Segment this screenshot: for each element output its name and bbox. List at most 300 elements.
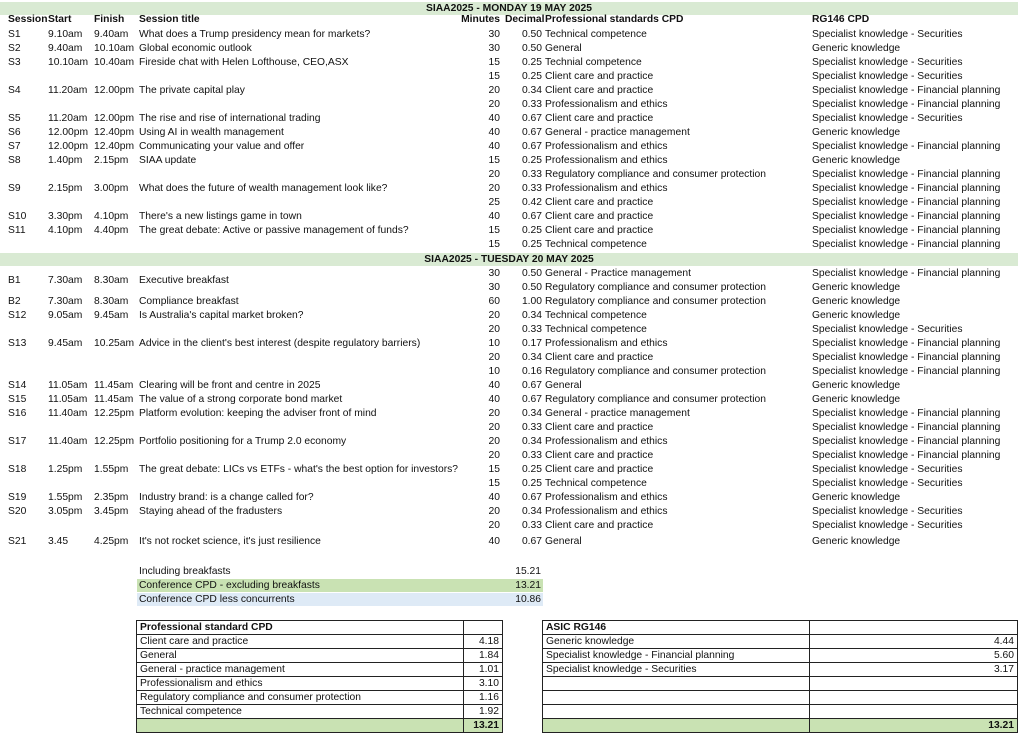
minutes: 20: [488, 506, 500, 517]
rg146-category: Generic knowledge: [812, 536, 901, 547]
summary-row: [543, 705, 1018, 719]
summary-header-row: [543, 621, 1018, 635]
cpd-category: Professionalism and ethics: [545, 155, 668, 166]
session-title: Communicating your value and offer: [139, 141, 305, 152]
header-rg146: RG146 CPD: [812, 14, 870, 25]
start-time: 10.10am: [48, 57, 89, 68]
minutes: 40: [488, 141, 500, 152]
table-row: [0, 323, 1024, 337]
table-row: [0, 224, 1024, 238]
table-row: [0, 309, 1024, 323]
summary-label: Generic knowledge: [543, 635, 810, 649]
rg146-category: Specialist knowledge - Securities: [812, 506, 963, 517]
rg146-category: Specialist knowledge - Financial planning: [812, 211, 1001, 222]
rg146-category: Generic knowledge: [812, 394, 901, 405]
start-time: 2.15pm: [48, 183, 83, 194]
finish-time: 12.25pm: [94, 436, 135, 447]
summary-total-value: 13.21: [810, 719, 1018, 733]
decimal: 0.67: [521, 394, 542, 405]
table-row: [0, 56, 1024, 70]
finish-time: 4.40pm: [94, 225, 129, 236]
cpd-category: Technical competence: [545, 29, 647, 40]
cpd-category: Client care and practice: [545, 450, 654, 461]
minutes: 10: [488, 366, 500, 377]
table-row: [0, 505, 1024, 519]
day2-banner: SIAA2025 - TUESDAY 20 MAY 2025: [0, 253, 1018, 266]
cpd-category: Professionalism and ethics: [545, 506, 668, 517]
cpd-category: Professionalism and ethics: [545, 338, 668, 349]
finish-time: 12.00pm: [94, 85, 135, 96]
decimal: 0.34: [521, 506, 542, 517]
decimal: 0.25: [521, 478, 542, 489]
start-time: 7.30am: [48, 296, 83, 307]
minutes: 20: [488, 324, 500, 335]
cpd-category: Professionalism and ethics: [545, 183, 668, 194]
session-title: What does a Trump presidency mean for markets?: [139, 29, 371, 40]
summary-row: [137, 663, 503, 677]
decimal: 0.25: [521, 225, 542, 236]
start-time: 1.40pm: [48, 155, 83, 166]
finish-time: 9.40am: [94, 29, 129, 40]
cpd-category: General - practice management: [545, 127, 690, 138]
decimal: 0.33: [521, 183, 542, 194]
table-row: [0, 70, 1024, 84]
cpd-category: Regulatory compliance and consumer protection: [545, 282, 766, 293]
cpd-category: Client care and practice: [545, 422, 654, 433]
session-title: The rise and rise of international trading: [139, 113, 321, 124]
cpd-category: Technical competence: [545, 239, 647, 250]
session-id: S11: [8, 225, 26, 236]
rg146-category: Specialist knowledge - Securities: [812, 324, 963, 335]
table-row: [0, 535, 1024, 549]
table-row: [0, 42, 1024, 56]
minutes: 40: [488, 536, 500, 547]
decimal: 0.67: [521, 211, 542, 222]
summary-label: [543, 677, 810, 691]
rg146-category: Specialist knowledge - Financial planning: [812, 338, 1001, 349]
finish-time: 4.10pm: [94, 211, 129, 222]
summary-label: General - practice management: [137, 663, 464, 677]
rg146-category: Specialist knowledge - Financial planning: [812, 450, 1001, 461]
decimal: 0.25: [521, 239, 542, 250]
table-row: [0, 351, 1024, 365]
minutes: 15: [488, 478, 500, 489]
session-title: The great debate: Active or passive management of funds?: [139, 225, 409, 236]
session-id: S5: [8, 113, 21, 124]
rg146-category: Generic knowledge: [812, 127, 901, 138]
table-row: [0, 126, 1024, 140]
summary-value: 1.01: [464, 663, 503, 677]
minutes: 40: [488, 394, 500, 405]
summary-header: Professional standard CPD: [137, 621, 464, 635]
summary-label: Regulatory compliance and consumer protection: [137, 691, 464, 705]
summary-header-row: [137, 621, 503, 635]
cpd-category: Client care and practice: [545, 211, 654, 222]
summary-label: Professionalism and ethics: [137, 677, 464, 691]
cpd-category: Client care and practice: [545, 197, 654, 208]
summary-header: ASIC RG146: [543, 621, 810, 635]
rg146-category: Specialist knowledge - Financial planning: [812, 141, 1001, 152]
session-title: Compliance breakfast: [139, 296, 239, 307]
session-title: Clearing will be front and centre in 2025: [139, 380, 321, 391]
start-time: 11.40am: [48, 436, 88, 447]
decimal: 0.50: [521, 43, 542, 54]
table-row: [0, 28, 1024, 42]
table-row: [0, 274, 450, 288]
rg146-category: Specialist knowledge - Securities: [812, 464, 963, 475]
finish-time: 8.30am: [94, 296, 129, 307]
session-title: Portfolio positioning for a Trump 2.0 economy: [139, 436, 347, 447]
decimal: 0.67: [521, 113, 542, 124]
table-row: [0, 168, 1024, 182]
summary-value: 3.10: [464, 677, 503, 691]
cpd-category: Professionalism and ethics: [545, 492, 668, 503]
table-row: [0, 519, 1024, 533]
minutes: 20: [488, 310, 500, 321]
decimal: 1.00: [521, 296, 542, 307]
decimal: 0.33: [521, 99, 542, 110]
summary-row: [543, 691, 1018, 705]
session-title: Global economic outlook: [139, 43, 252, 54]
minutes: 60: [488, 296, 500, 307]
session-title: The value of a strong corporate bond market: [139, 394, 343, 405]
decimal: 0.50: [521, 268, 542, 279]
table-row: [0, 98, 1024, 112]
session-id: S15: [8, 394, 27, 405]
start-time: 4.10pm: [48, 225, 83, 236]
table-row: [0, 154, 1024, 168]
table-row: [0, 365, 1024, 379]
finish-time: 3.45pm: [94, 506, 129, 517]
summary-label: Specialist knowledge - Financial planning: [543, 649, 810, 663]
finish-time: 2.35pm: [94, 492, 129, 503]
finish-time: 3.00pm: [94, 183, 129, 194]
rg146-category: Specialist knowledge - Securities: [812, 113, 963, 124]
minutes: 15: [488, 239, 500, 250]
session-id: S14: [8, 380, 27, 391]
minutes: 40: [488, 113, 500, 124]
rg146-category: Specialist knowledge - Securities: [812, 57, 963, 68]
decimal: 0.67: [521, 536, 542, 547]
summary-row: [543, 663, 1018, 677]
decimal: 0.34: [521, 352, 542, 363]
minutes: 20: [488, 520, 500, 531]
total-excluding-breakfasts: [137, 579, 543, 592]
table-row: [0, 435, 1024, 449]
start-time: 9.40am: [48, 43, 83, 54]
summary-header-value: [810, 621, 1018, 635]
summary-value: 3.17: [810, 663, 1018, 677]
decimal: 0.50: [521, 282, 542, 293]
cpd-category: General - Practice management: [545, 268, 691, 279]
header-finish: Finish: [94, 14, 125, 25]
decimal: 0.33: [521, 422, 542, 433]
start-time: 3.30pm: [48, 211, 83, 222]
minutes: 20: [488, 183, 500, 194]
table-row: [0, 112, 1024, 126]
rg146-category: Generic knowledge: [812, 155, 901, 166]
finish-time: 4.25pm: [94, 536, 129, 547]
decimal: 0.25: [521, 57, 542, 68]
table-row: [0, 463, 1024, 477]
start-time: 3.05pm: [48, 506, 83, 517]
summary-total-value: 13.21: [464, 719, 503, 733]
summary-label: Specialist knowledge - Securities: [543, 663, 810, 677]
header-start: Start: [48, 14, 72, 25]
finish-time: 10.10am: [94, 43, 135, 54]
minutes: 15: [488, 155, 500, 166]
header-title: Session title: [139, 14, 200, 25]
cpd-category: Client care and practice: [545, 225, 654, 236]
cpd-category: Client care and practice: [545, 71, 654, 82]
minutes: 20: [488, 169, 500, 180]
start-time: 11.05am: [48, 394, 88, 405]
rg146-category: Generic knowledge: [812, 380, 901, 391]
rg146-category: Specialist knowledge - Financial planning: [812, 169, 1001, 180]
rg146-category: Specialist knowledge - Financial planning: [812, 436, 1001, 447]
minutes: 20: [488, 99, 500, 110]
minutes: 20: [488, 450, 500, 461]
session-id: B2: [8, 296, 21, 307]
summary-total-row: [543, 719, 1018, 733]
finish-time: 11.45am: [94, 394, 134, 405]
start-time: 11.20am: [48, 113, 88, 124]
decimal: 0.42: [521, 197, 542, 208]
summary-total-label: [137, 719, 464, 733]
summary-value: 5.60: [810, 649, 1018, 663]
minutes: 20: [488, 408, 500, 419]
summary-row: [137, 649, 503, 663]
cpd-category: General - practice management: [545, 408, 690, 419]
table-row: [0, 337, 1024, 351]
table-row: [0, 196, 1024, 210]
start-time: 9.05am: [48, 310, 83, 321]
minutes: 40: [488, 492, 500, 503]
rg146-category: Specialist knowledge - Financial planning: [812, 352, 1001, 363]
summary-value: 4.44: [810, 635, 1018, 649]
decimal: 0.67: [521, 127, 542, 138]
decimal: 0.34: [521, 85, 542, 96]
cpd-category: Technial competence: [545, 57, 642, 68]
start-time: 9.10am: [48, 29, 83, 40]
decimal: 0.67: [521, 380, 542, 391]
table-row: [0, 393, 1024, 407]
cpd-category: Client care and practice: [545, 464, 654, 475]
session-title: Executive breakfast: [139, 275, 229, 286]
minutes: 20: [488, 352, 500, 363]
minutes: 25: [488, 197, 500, 208]
rg146-category: Specialist knowledge - Financial planning: [812, 183, 1001, 194]
session-title: It's not rocket science, it's just resilience: [139, 536, 321, 547]
summary-row: [137, 691, 503, 705]
summary-value: [810, 677, 1018, 691]
minutes: 15: [488, 225, 500, 236]
decimal: 0.34: [521, 408, 542, 419]
finish-time: 8.30am: [94, 275, 129, 286]
session-title: There's a new listings game in town: [139, 211, 302, 222]
start-time: 12.00pm: [48, 141, 89, 152]
rg146-category: Specialist knowledge - Financial planning: [812, 422, 1001, 433]
minutes: 40: [488, 211, 500, 222]
cpd-category: Professionalism and ethics: [545, 436, 668, 447]
minutes: 40: [488, 380, 500, 391]
decimal: 0.33: [521, 169, 542, 180]
session-id: S3: [8, 57, 21, 68]
cpd-category: Regulatory compliance and consumer protection: [545, 366, 766, 377]
decimal: 0.25: [521, 464, 542, 475]
table-row: [0, 238, 1024, 252]
decimal: 0.67: [521, 492, 542, 503]
session-title: Industry brand: is a change called for?: [139, 492, 314, 503]
total-label: Conference CPD - excluding breakfasts: [139, 580, 320, 591]
summary-row: [137, 677, 503, 691]
start-time: 11.20am: [48, 85, 88, 96]
summary-value: 4.18: [464, 635, 503, 649]
header-minutes: Minutes: [461, 14, 500, 25]
session-id: B1: [8, 275, 21, 286]
table-row: [0, 449, 1024, 463]
summary-row: [137, 705, 503, 719]
decimal: 0.25: [521, 71, 542, 82]
finish-time: 1.55pm: [94, 464, 129, 475]
session-id: S16: [8, 408, 27, 419]
rg146-category: Generic knowledge: [812, 282, 901, 293]
minutes: 30: [488, 268, 500, 279]
decimal: 0.33: [521, 450, 542, 461]
session-id: S1: [8, 29, 21, 40]
summary-row: [543, 635, 1018, 649]
session-id: S7: [8, 141, 21, 152]
minutes: 30: [488, 29, 500, 40]
summary-label: Client care and practice: [137, 635, 464, 649]
rg146-category: Specialist knowledge - Financial planning: [812, 85, 1001, 96]
minutes: 15: [488, 71, 500, 82]
summary-row: [543, 677, 1018, 691]
rg146-category: Specialist knowledge - Financial planning: [812, 197, 1001, 208]
decimal: 0.33: [521, 520, 542, 531]
rg146-category: Specialist knowledge - Financial planning: [812, 225, 1001, 236]
table-row: [0, 421, 1024, 435]
session-id: S21: [8, 536, 27, 547]
rg146-category: Specialist knowledge - Financial planning: [812, 268, 1001, 279]
rg146-category: Specialist knowledge - Financial planning: [812, 408, 1001, 419]
finish-time: 12.40pm: [94, 127, 135, 138]
table-row: [0, 407, 1024, 421]
total-label: Including breakfasts: [139, 566, 231, 577]
start-time: 1.55pm: [48, 492, 83, 503]
session-id: S4: [8, 85, 21, 96]
asic-rg146-summary: [542, 620, 1018, 733]
cpd-category: Client care and practice: [545, 113, 654, 124]
total-value: 15.21: [515, 566, 541, 577]
session-id: S9: [8, 183, 21, 194]
finish-time: 2.15pm: [94, 155, 129, 166]
rg146-category: Generic knowledge: [812, 43, 901, 54]
decimal: 0.67: [521, 141, 542, 152]
table-row: [0, 140, 1024, 154]
decimal: 0.34: [521, 436, 542, 447]
summary-label: [543, 691, 810, 705]
summary-value: [810, 705, 1018, 719]
summary-value: 1.84: [464, 649, 503, 663]
day1-banner: SIAA2025 - MONDAY 19 MAY 2025: [0, 2, 1018, 15]
table-row: [0, 210, 1024, 224]
summary-header-value: [464, 621, 503, 635]
session-id: S18: [8, 464, 27, 475]
decimal: 0.25: [521, 155, 542, 166]
decimal: 0.16: [521, 366, 542, 377]
session-title: The private capital play: [139, 85, 245, 96]
summary-row: [137, 635, 503, 649]
session-title: SIAA update: [139, 155, 197, 166]
minutes: 10: [488, 338, 500, 349]
start-time: 11.40am: [48, 408, 88, 419]
summary-total-label: [543, 719, 810, 733]
header-cpd: Professional standards CPD: [545, 14, 684, 25]
session-id: S10: [8, 211, 27, 222]
summary-label: Technical competence: [137, 705, 464, 719]
start-time: 12.00pm: [48, 127, 89, 138]
cpd-category: Professionalism and ethics: [545, 141, 668, 152]
session-id: S8: [8, 155, 21, 166]
total-including-breakfasts: [137, 565, 543, 578]
table-row: [0, 477, 1024, 491]
table-row: [0, 379, 1024, 393]
rg146-category: Specialist knowledge - Financial planning: [812, 239, 1001, 250]
session-title: Using AI in wealth management: [139, 127, 284, 138]
total-value: 10.86: [515, 594, 541, 605]
column-header-row: [0, 13, 1024, 27]
start-time: 1.25pm: [48, 464, 83, 475]
start-time: 9.45am: [48, 338, 83, 349]
finish-time: 11.45am: [94, 380, 134, 391]
session-title: Platform evolution: keeping the adviser front of mind: [139, 408, 377, 419]
start-time: 7.30am: [48, 275, 83, 286]
cpd-category: Client care and practice: [545, 85, 654, 96]
start-time: 11.05am: [48, 380, 88, 391]
session-id: S13: [8, 338, 27, 349]
session-id: S19: [8, 492, 27, 503]
finish-time: 12.00pm: [94, 113, 135, 124]
cpd-category: Client care and practice: [545, 352, 654, 363]
rg146-category: Specialist knowledge - Financial planning: [812, 366, 1001, 377]
session-title: The great debate: LICs vs ETFs - what's the best option for investors?: [139, 464, 459, 475]
summary-label: General: [137, 649, 464, 663]
minutes: 40: [488, 127, 500, 138]
session-id: S17: [8, 436, 27, 447]
rg146-category: Specialist knowledge - Securities: [812, 520, 963, 531]
minutes: 20: [488, 436, 500, 447]
professional-standard-summary: [136, 620, 503, 733]
session-id: S6: [8, 127, 21, 138]
session-title: Advice in the client's best interest (despite regulatory barriers): [139, 338, 421, 349]
decimal: 0.50: [521, 29, 542, 40]
minutes: 30: [488, 43, 500, 54]
cpd-category: Regulatory compliance and consumer protection: [545, 169, 766, 180]
cpd-category: Technical competence: [545, 478, 647, 489]
cpd-category: General: [545, 536, 582, 547]
rg146-category: Specialist knowledge - Securities: [812, 478, 963, 489]
table-row: [0, 295, 1024, 309]
cpd-category: General: [545, 43, 582, 54]
table-row: [0, 491, 1024, 505]
finish-time: 9.45am: [94, 310, 129, 321]
cpd-category: General: [545, 380, 582, 391]
finish-time: 10.25am: [94, 338, 135, 349]
rg146-category: Generic knowledge: [812, 492, 901, 503]
finish-time: 12.25pm: [94, 408, 135, 419]
session-id: S20: [8, 506, 27, 517]
